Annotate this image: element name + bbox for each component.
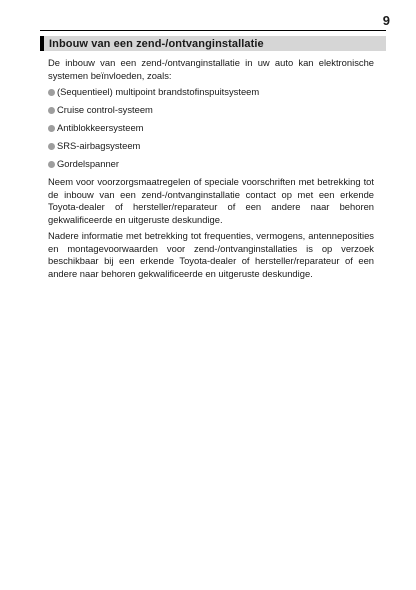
bullet-icon [48, 107, 55, 114]
list-item [48, 158, 374, 171]
list-item-label: Gordelspanner [57, 158, 120, 170]
list-item [48, 140, 374, 153]
list-item-label: Cruise control-systeem [57, 104, 153, 116]
list-item [48, 122, 374, 135]
list-item-label: (Sequentieel) multipoint brandstofinspuitsysteem [57, 86, 260, 98]
body-paragraph: Neem voor voorzorgsmaatregelen of speciale voorschriften met betrekking tot de inbouw van een zend-/ontvanginstallatie contact op met een erkende Toyota-dealer of hersteller/reparateur of een andere naar behoren gekwalificeerde en uitgeruste deskundige. [48, 176, 374, 225]
bullet-icon [48, 89, 55, 96]
section-title: Inbouw van een zend-/ontvanginstallatie [49, 37, 264, 50]
page-number: 9 [382, 13, 390, 28]
bullet-icon [48, 125, 55, 132]
list-item [48, 104, 374, 117]
bullet-icon [48, 143, 55, 150]
intro-paragraph: De inbouw van een zend-/ontvanginstallatie in uw auto kan elektronische systemen beïnvloeden, zoals: [48, 57, 374, 81]
list-item [48, 86, 374, 99]
header-rule [40, 30, 386, 31]
bullet-list [48, 86, 374, 171]
list-item-label: Antiblokkeersysteem [57, 122, 144, 134]
list-item-label: SRS-airbagsysteem [57, 140, 141, 152]
bullet-icon [48, 161, 55, 168]
body-paragraph: Nadere informatie met betrekking tot frequenties, vermogens, antenneposities en montagevoorwaarden voor zend-/ontvanginstallaties is op verzoek beschikbaar bij een erkende Toyota-dealer of hersteller/reparateur of een andere naar behoren gekwalificeerde en uitgeruste deskundige. [48, 230, 374, 279]
section-marker [40, 36, 44, 51]
content-body [48, 57, 374, 284]
section-header [40, 36, 386, 51]
